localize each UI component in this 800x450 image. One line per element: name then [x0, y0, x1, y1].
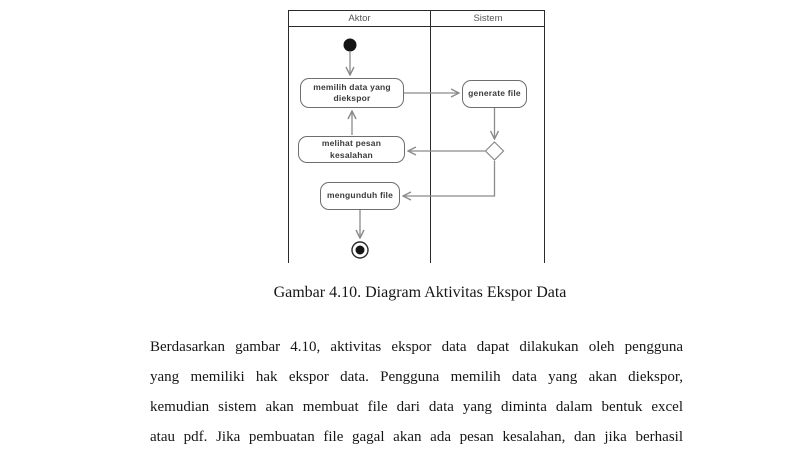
activity-select-data — [300, 78, 404, 108]
arrow-decision-to-download — [403, 161, 495, 196]
activity-generate-file — [462, 80, 527, 108]
final-node-core — [356, 246, 365, 255]
paragraph-line: kemudian sistem akan membuat file dari data yang diminta dalam bentuk excel — [150, 399, 683, 415]
activity-label-line: kesalahan — [330, 149, 373, 160]
lane-header-aktor: Aktor — [348, 12, 371, 24]
activity-label-line: memilih data yang — [313, 81, 391, 92]
decision-diamond — [486, 142, 504, 160]
activity-label-line: generate file — [468, 88, 521, 99]
figure-caption: Gambar 4.10. Diagram Aktivitas Ekspor Data — [273, 284, 567, 301]
diagram-connectors — [280, 0, 560, 270]
activity-label-line: melihat pesan — [321, 138, 382, 149]
activity-view-error — [298, 136, 405, 163]
paragraph-line: atau pdf. Jika pembuatan file gagal akan ada pesan kesalahan, dan jika berhasil — [150, 429, 683, 445]
initial-node — [344, 39, 357, 52]
paragraph-line: Berdasarkan gambar 4.10, aktivitas ekspor data dapat dilakukan oleh pengguna — [150, 339, 683, 355]
body-paragraph — [150, 332, 683, 450]
activity-label-line: mengunduh file — [326, 190, 394, 201]
paragraph-line: yang memiliki hak ekspor data. Pengguna memilih data yang akan diekspor, — [150, 369, 683, 385]
lane-header-sistem: Sistem — [473, 12, 503, 24]
activity-label-line: diekspor — [333, 93, 371, 103]
activity-download-file — [320, 182, 400, 210]
